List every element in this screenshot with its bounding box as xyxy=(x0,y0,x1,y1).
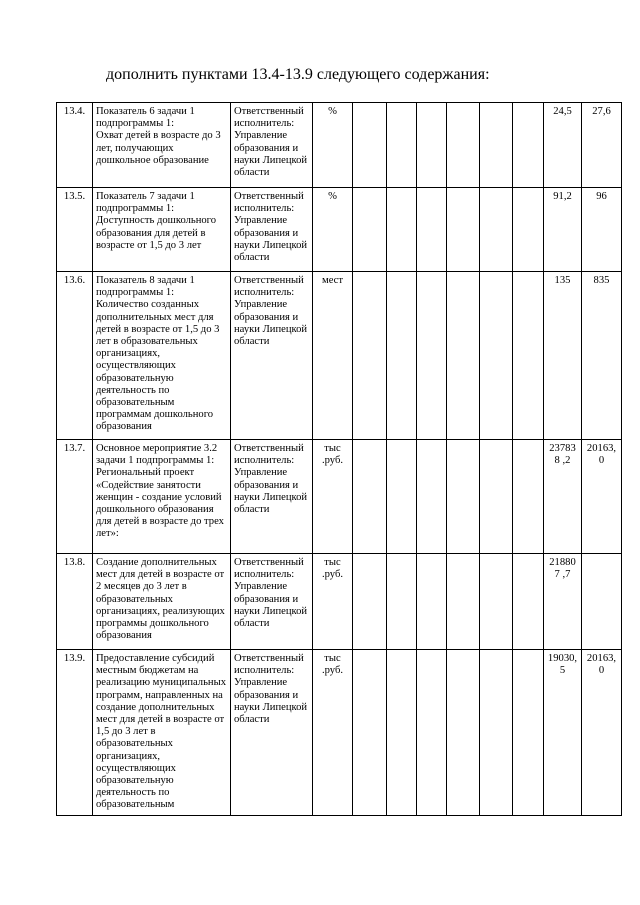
empty-cell xyxy=(353,188,387,272)
row-unit: тыс .руб. xyxy=(313,440,353,554)
row-number: 13.7. xyxy=(57,440,93,554)
row-executor: Ответственный исполнитель: Управление образования и науки Липецкой области xyxy=(231,650,313,816)
empty-cell xyxy=(387,188,417,272)
empty-cell xyxy=(447,440,480,554)
row-number: 13.8. xyxy=(57,554,93,650)
row-name: Предоставление субсидий местным бюджетам на реализацию муниципальных программ, направленных на создание дополнительных мест для детей в возрасте от 1,5 до 3 лет в образовательных организациях, осуществляющих образовательную деятельность по образовательным xyxy=(93,650,231,816)
row-executor: Ответственный исполнитель: Управление образования и науки Липецкой области xyxy=(231,272,313,440)
row-name: Основное мероприятие 3.2 задачи 1 подпрограммы 1: Региональный проект «Содействие занятости женщин - создание условий дошкольного образования для детей в возрасте до трех лет»: xyxy=(93,440,231,554)
empty-cell xyxy=(513,440,544,554)
empty-cell xyxy=(417,188,447,272)
empty-cell xyxy=(480,188,513,272)
row-executor: Ответственный исполнитель: Управление образования и науки Липецкой области xyxy=(231,103,313,188)
row-number: 13.4. xyxy=(57,103,93,188)
document-heading: дополнить пунктами 13.4-13.9 следующего содержания: xyxy=(106,66,490,83)
empty-cell xyxy=(480,650,513,816)
empty-cell xyxy=(387,554,417,650)
row-value-1: 91,2 xyxy=(544,188,582,272)
row-unit: % xyxy=(313,103,353,188)
row-value-2: 96 xyxy=(582,188,622,272)
empty-cell xyxy=(447,650,480,816)
empty-cell xyxy=(513,103,544,188)
empty-cell xyxy=(513,188,544,272)
row-name: Создание дополнительных мест для детей в возрасте от 2 месяцев до 3 лет в образовательных организациях, реализующих программы дошкольного образования xyxy=(93,554,231,650)
empty-cell xyxy=(417,440,447,554)
empty-cell xyxy=(417,272,447,440)
empty-cell xyxy=(513,272,544,440)
row-value-1: 237838 ,2 xyxy=(544,440,582,554)
row-value-1: 19030, 5 xyxy=(544,650,582,816)
empty-cell xyxy=(447,272,480,440)
empty-cell xyxy=(417,650,447,816)
row-name: Показатель 7 задачи 1 подпрограммы 1: Доступность дошкольного образования для детей в возрасте от 1,5 до 3 лет xyxy=(93,188,231,272)
row-name: Показатель 6 задачи 1 подпрограммы 1: Охват детей в возрасте до 3 лет, получающих дошкольное образование xyxy=(93,103,231,188)
row-number: 13.5. xyxy=(57,188,93,272)
row-unit: мест xyxy=(313,272,353,440)
table-row xyxy=(57,554,622,650)
row-value-2: 20163, 0 xyxy=(582,440,622,554)
empty-cell xyxy=(353,650,387,816)
empty-cell xyxy=(417,103,447,188)
row-executor: Ответственный исполнитель: Управление образования и науки Липецкой области xyxy=(231,554,313,650)
row-value-2: 27,6 xyxy=(582,103,622,188)
empty-cell xyxy=(353,272,387,440)
row-unit: тыс .руб. xyxy=(313,554,353,650)
empty-cell xyxy=(480,103,513,188)
row-executor: Ответственный исполнитель: Управление образования и науки Липецкой области xyxy=(231,440,313,554)
empty-cell xyxy=(513,650,544,816)
empty-cell xyxy=(480,554,513,650)
table-row xyxy=(57,650,622,816)
empty-cell xyxy=(353,440,387,554)
empty-cell xyxy=(387,650,417,816)
empty-cell xyxy=(480,440,513,554)
empty-cell xyxy=(353,103,387,188)
row-value-2: 20163, 0 xyxy=(582,650,622,816)
empty-cell xyxy=(353,554,387,650)
table-row xyxy=(57,440,622,554)
row-number: 13.9. xyxy=(57,650,93,816)
table-row xyxy=(57,272,622,440)
row-value-1: 24,5 xyxy=(544,103,582,188)
empty-cell xyxy=(513,554,544,650)
table-row xyxy=(57,103,622,188)
empty-cell xyxy=(417,554,447,650)
row-number: 13.6. xyxy=(57,272,93,440)
empty-cell xyxy=(447,188,480,272)
empty-cell xyxy=(480,272,513,440)
row-unit: % xyxy=(313,188,353,272)
program-table xyxy=(56,102,622,816)
row-value-2: 835 xyxy=(582,272,622,440)
empty-cell xyxy=(447,103,480,188)
table-row xyxy=(57,188,622,272)
empty-cell xyxy=(387,272,417,440)
row-unit: тыс .руб. xyxy=(313,650,353,816)
row-executor: Ответственный исполнитель: Управление образования и науки Липецкой области xyxy=(231,188,313,272)
row-value-1: 135 xyxy=(544,272,582,440)
row-value-2 xyxy=(582,554,622,650)
row-value-1: 218807 ,7 xyxy=(544,554,582,650)
empty-cell xyxy=(387,440,417,554)
empty-cell xyxy=(387,103,417,188)
empty-cell xyxy=(447,554,480,650)
row-name: Показатель 8 задачи 1 подпрограммы 1: Количество созданных дополнительных мест для детей в возрасте от 1,5 до 3 лет в образовательных организациях, осуществляющих образовательную деятельность по образовательным программам дошкольного образования xyxy=(93,272,231,440)
